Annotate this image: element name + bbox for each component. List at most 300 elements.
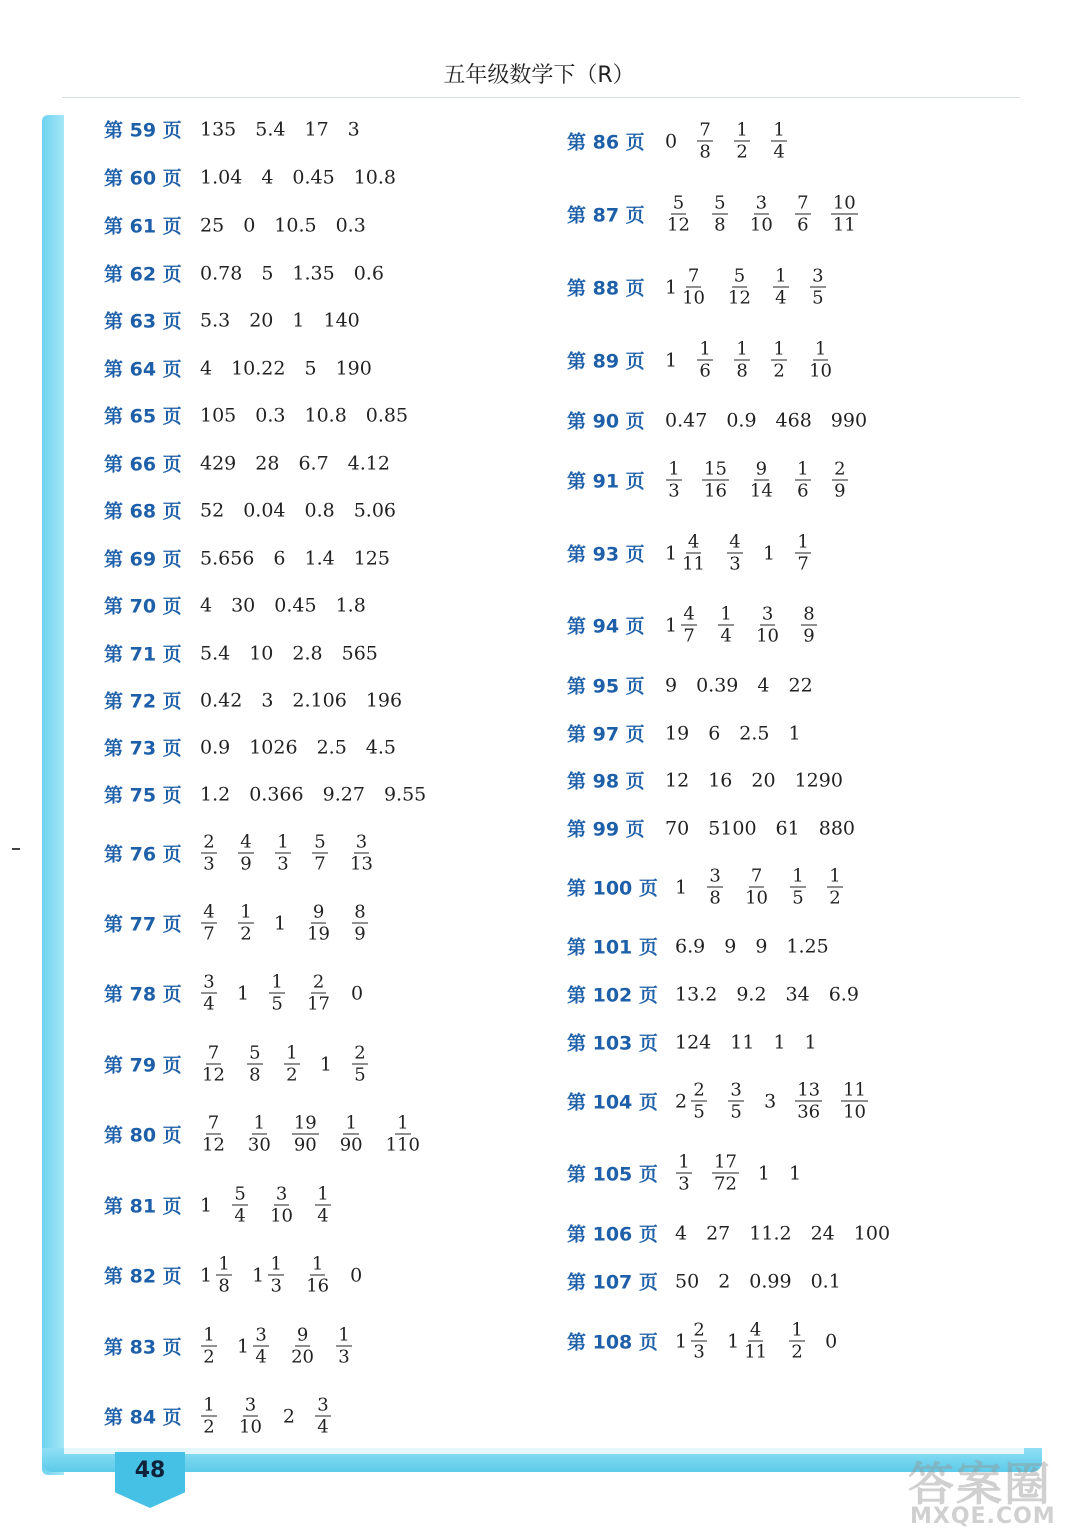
fraction-denominator: 14	[749, 480, 773, 502]
fraction-numerator: 3	[255, 1324, 267, 1346]
page-number: 48	[134, 1458, 166, 1483]
fraction-denominator: 3	[277, 853, 289, 875]
answer-number: 19	[665, 722, 690, 744]
answer-values	[200, 1325, 372, 1368]
answer-row	[104, 402, 427, 429]
answer-mixed-number	[727, 1320, 769, 1363]
fraction-numerator: 5	[733, 265, 746, 287]
fraction-denominator: 10	[756, 625, 779, 647]
answer-fraction	[702, 459, 729, 502]
answer-number: 0.1	[810, 1270, 841, 1292]
fraction-denominator: 4	[317, 1416, 329, 1438]
answer-fraction	[795, 1080, 822, 1123]
fraction-numerator: 3	[203, 971, 215, 993]
answer-number: 5.4	[255, 118, 286, 140]
fraction-denominator: 30	[247, 1134, 271, 1156]
fraction-numerator: 2	[693, 1319, 705, 1341]
fraction-denominator: 11	[682, 553, 705, 575]
fraction	[706, 866, 724, 909]
fraction-denominator: 3	[678, 1173, 690, 1195]
fraction	[335, 1325, 353, 1368]
answer-row	[567, 193, 877, 236]
page-ref-label: 第 73 页	[104, 737, 182, 760]
answer-number: 1026	[249, 736, 298, 758]
page-ref-label: 第 91 页	[567, 470, 645, 493]
fraction	[748, 193, 775, 236]
fraction-numerator: 1	[317, 1183, 329, 1205]
answer-number: 2.106	[292, 689, 347, 711]
answer-fraction	[807, 339, 834, 382]
answer-fraction	[246, 1113, 273, 1156]
answer-number: 100	[853, 1222, 891, 1244]
fraction-denominator: 2	[240, 923, 252, 945]
fraction	[826, 866, 844, 909]
left-frame-bar	[42, 115, 64, 1475]
answer-row	[104, 972, 382, 1015]
answer-number: 0.45	[274, 594, 317, 616]
answer-values	[675, 1080, 887, 1123]
answer-values	[200, 972, 382, 1015]
fraction	[665, 459, 683, 502]
fraction-numerator: 3	[244, 1394, 257, 1416]
answer-values	[200, 1043, 388, 1086]
answer-fraction	[200, 902, 218, 945]
answer-fraction	[268, 1184, 295, 1227]
fraction	[770, 120, 788, 163]
fraction-numerator: 8	[803, 603, 815, 625]
fraction	[200, 972, 218, 1015]
fraction-numerator: 3	[755, 192, 768, 214]
page-ref-label: 第 79 页	[104, 1054, 182, 1077]
header-divider	[62, 97, 1020, 98]
answer-fraction	[706, 866, 724, 909]
answer-mixed-number	[237, 1325, 270, 1368]
fraction	[770, 339, 788, 382]
answer-number: 1.04	[200, 166, 243, 188]
answer-fraction	[200, 972, 218, 1015]
fraction-denominator: 4	[255, 1346, 267, 1368]
fraction-numerator: 1	[338, 1324, 350, 1346]
answer-row	[567, 1080, 887, 1123]
fraction-denominator: 5	[693, 1101, 705, 1123]
answer-number: 4.5	[365, 736, 397, 758]
fraction-denominator: 5	[730, 1101, 742, 1123]
fraction-denominator: 9	[834, 480, 846, 502]
fraction	[754, 604, 781, 647]
fraction-numerator: 3	[761, 603, 774, 625]
fraction-denominator: 2	[736, 141, 748, 163]
answer-values	[200, 902, 388, 945]
answer-row	[567, 815, 874, 842]
answer-fraction	[711, 193, 729, 236]
fraction	[748, 459, 775, 502]
fraction-denominator: 7	[683, 625, 695, 647]
answer-number: 2	[718, 1270, 731, 1292]
answer-row	[104, 1254, 381, 1297]
fraction-denominator: 4	[203, 993, 215, 1015]
answer-number: 4	[261, 166, 274, 188]
answer-number: 196	[365, 689, 403, 711]
fraction	[733, 339, 751, 382]
fraction-numerator: 9	[312, 901, 325, 923]
answer-number: 0.6	[353, 262, 384, 284]
page-ref-label: 第 94 页	[567, 615, 645, 638]
fraction-denominator: 8	[736, 360, 748, 382]
answer-number: 1	[788, 722, 801, 744]
answer-row	[567, 120, 807, 163]
fraction	[807, 339, 834, 382]
answer-fraction	[800, 604, 818, 647]
answer-fraction	[733, 339, 751, 382]
answer-values	[200, 832, 394, 875]
fraction-numerator: 3	[730, 1079, 742, 1101]
answer-number: 0	[243, 214, 256, 236]
fraction-numerator: 4	[683, 603, 695, 625]
page-ref-label: 第 62 页	[104, 263, 182, 286]
fraction-numerator: 11	[843, 1079, 866, 1101]
fraction-denominator: 5	[354, 1064, 366, 1086]
fraction-denominator: 12	[202, 1134, 225, 1156]
answer-values	[200, 309, 379, 331]
answer-number: 25	[200, 214, 225, 236]
answer-fraction	[311, 832, 329, 875]
fraction-numerator: 5	[714, 192, 726, 214]
answer-number: 20	[249, 309, 274, 331]
answer-fraction	[665, 459, 683, 502]
answer-number: 52	[200, 499, 225, 521]
answer-number: 429	[200, 452, 237, 474]
answer-values	[675, 866, 863, 909]
page-ref-label: 第 84 页	[104, 1406, 182, 1429]
answer-number: 10.8	[304, 404, 347, 426]
answer-number: 1	[200, 1194, 213, 1216]
answer-number: 1	[319, 1053, 332, 1075]
fraction	[200, 1113, 227, 1156]
fraction-denominator: 10	[682, 287, 705, 309]
fraction	[726, 532, 744, 575]
answer-number: 24	[810, 1222, 835, 1244]
answer-number: 4	[675, 1222, 688, 1244]
fraction-numerator: 1	[678, 1151, 690, 1173]
answer-number: 140	[323, 309, 360, 331]
answer-row	[567, 933, 848, 960]
fraction	[690, 1320, 708, 1363]
answer-values	[200, 499, 415, 521]
answer-number: 12	[665, 769, 690, 791]
answer-number: 9.55	[383, 783, 427, 805]
answer-row	[104, 640, 397, 667]
answer-values	[665, 120, 807, 163]
answer-values	[200, 1184, 351, 1227]
fraction	[338, 1113, 365, 1156]
fraction-denominator: 2	[773, 360, 785, 382]
answer-values	[200, 1395, 351, 1438]
fraction	[665, 193, 692, 236]
fraction-denominator: 9	[803, 625, 815, 647]
answer-number: 135	[200, 118, 237, 140]
fraction	[305, 902, 332, 945]
answer-number: 1	[789, 1162, 802, 1184]
answer-mixed-number	[665, 532, 707, 575]
answer-number: 2.5	[739, 722, 770, 744]
answer-number: 565	[341, 642, 378, 664]
answer-row	[567, 767, 862, 794]
page-ref-label: 第 69 页	[104, 548, 182, 571]
answer-values	[665, 817, 874, 839]
answer-fraction	[289, 1325, 316, 1368]
fraction	[237, 832, 255, 875]
answer-number: 27	[706, 1222, 731, 1244]
fraction-whole: 1	[200, 1264, 213, 1286]
fraction-denominator: 3	[270, 1275, 282, 1297]
fraction	[314, 1395, 332, 1438]
fraction-whole: 1	[665, 542, 678, 564]
fraction	[289, 1325, 316, 1368]
answer-number: 0.99	[749, 1270, 792, 1292]
answer-number: 10.22	[231, 357, 286, 379]
answer-number: 1	[274, 912, 287, 934]
watermark	[900, 1448, 1070, 1530]
answer-row	[567, 1220, 909, 1247]
answer-number: 0	[825, 1330, 838, 1352]
answer-number: 0.39	[696, 674, 739, 696]
answer-fraction	[268, 972, 286, 1015]
answer-row	[567, 1268, 860, 1295]
fraction	[252, 1325, 270, 1368]
answer-number: 17	[304, 118, 329, 140]
answer-row	[567, 672, 832, 699]
answer-number: 0.42	[200, 689, 243, 711]
fraction-numerator: 7	[207, 1112, 220, 1134]
fraction	[283, 1043, 301, 1086]
fraction	[305, 972, 332, 1015]
fraction-numerator: 4	[749, 1319, 762, 1341]
fraction	[237, 902, 255, 945]
fraction-denominator: 7	[797, 553, 809, 575]
answer-values	[200, 547, 409, 569]
fraction-denominator: 10	[239, 1416, 262, 1438]
page-ref-label: 第 68 页	[104, 500, 182, 523]
fraction	[237, 1395, 264, 1438]
fraction-denominator: 3	[203, 853, 215, 875]
answer-number: 990	[830, 409, 868, 431]
fraction	[215, 1254, 233, 1297]
answer-row	[104, 212, 385, 239]
answer-number: 9	[724, 935, 737, 957]
fraction-numerator: 4	[240, 831, 252, 853]
fraction-numerator: 7	[207, 1042, 220, 1064]
answer-fraction	[335, 1325, 353, 1368]
answer-values	[665, 674, 832, 696]
answer-number: 6.7	[298, 452, 329, 474]
fraction-numerator: 7	[687, 265, 700, 287]
answer-number: 1.2	[200, 783, 231, 805]
answer-number: 11.2	[749, 1222, 792, 1244]
answer-fraction	[831, 459, 849, 502]
page-ref-label: 第 93 页	[567, 543, 645, 566]
answer-fraction	[726, 266, 753, 309]
answer-number: 1	[773, 1031, 786, 1053]
page-ref-label: 第 108 页	[567, 1331, 658, 1354]
answer-row	[567, 532, 831, 575]
fraction-denominator: 8	[714, 214, 726, 236]
answer-fraction	[826, 866, 844, 909]
fraction-numerator: 3	[812, 265, 824, 287]
fraction	[717, 604, 735, 647]
answer-number: 5.4	[200, 642, 231, 664]
fraction-numerator: 17	[714, 1151, 737, 1173]
answer-fraction	[696, 120, 714, 163]
page-ref-label: 第 71 页	[104, 643, 182, 666]
page-ref-label: 第 72 页	[104, 690, 182, 713]
fraction-numerator: 1	[286, 1042, 298, 1064]
answer-fraction	[743, 866, 770, 909]
fraction	[268, 972, 286, 1015]
answer-values	[665, 532, 831, 575]
answer-number: 5100	[708, 817, 757, 839]
answer-fraction	[200, 1325, 218, 1368]
answer-values	[200, 166, 415, 188]
fraction	[246, 1113, 273, 1156]
answer-fraction	[733, 120, 751, 163]
fraction	[267, 1254, 285, 1297]
answer-fraction	[831, 193, 858, 236]
answer-number: 0	[665, 130, 678, 152]
answer-row	[104, 116, 379, 143]
fraction-numerator: 10	[832, 192, 856, 214]
fraction	[304, 1254, 331, 1297]
fraction-denominator: 12	[728, 287, 751, 309]
fraction	[795, 1080, 822, 1123]
answer-row	[104, 545, 409, 572]
answer-number: 880	[818, 817, 855, 839]
page-ref-label: 第 70 页	[104, 595, 182, 618]
fraction-denominator: 2	[286, 1064, 298, 1086]
answer-number: 0	[351, 982, 364, 1004]
answer-number: 1.8	[335, 594, 366, 616]
fraction-numerator: 1	[311, 1253, 324, 1275]
fraction-denominator: 2	[203, 1346, 215, 1368]
answer-row	[567, 604, 837, 647]
answer-row	[567, 1029, 836, 1056]
fraction-numerator: 2	[693, 1079, 705, 1101]
answer-number: 468	[775, 409, 812, 431]
fraction-denominator: 4	[317, 1205, 329, 1227]
answer-row	[567, 866, 863, 909]
answer-fraction	[770, 120, 788, 163]
answer-fraction	[696, 339, 714, 382]
fraction-denominator: 8	[699, 141, 711, 163]
answer-number: 3	[261, 689, 274, 711]
answer-row	[104, 1184, 351, 1227]
answer-number: 9.27	[322, 783, 365, 805]
answer-number: 0.3	[335, 214, 366, 236]
fraction	[711, 193, 729, 236]
fraction-numerator: 1	[792, 865, 804, 887]
answer-number: 10	[249, 642, 274, 664]
answer-number: 2.8	[292, 642, 323, 664]
fraction-numerator: 19	[293, 1112, 317, 1134]
answer-number: 34	[785, 983, 810, 1005]
answer-values	[200, 783, 445, 805]
page-ref-label: 第 89 页	[567, 350, 645, 373]
page-ref-label: 第 86 页	[567, 131, 645, 154]
answer-fraction	[314, 1395, 332, 1438]
fraction-numerator: 4	[687, 531, 700, 553]
answer-number: 0.8	[304, 499, 335, 521]
answer-fraction	[770, 339, 788, 382]
answer-number: 20	[751, 769, 776, 791]
answer-row	[104, 164, 415, 191]
page-ref-label: 第 88 页	[567, 277, 645, 300]
answer-mixed-number	[665, 266, 707, 309]
answer-fraction	[292, 1113, 319, 1156]
fraction-denominator: 6	[797, 214, 809, 236]
fraction	[268, 1184, 295, 1227]
fraction-numerator: 7	[699, 119, 711, 141]
fraction-numerator: 3	[275, 1183, 288, 1205]
answer-fraction	[772, 266, 790, 309]
fraction-numerator: 2	[354, 1042, 366, 1064]
fraction	[712, 1152, 739, 1195]
fraction	[727, 1080, 745, 1123]
answer-row	[104, 781, 445, 808]
answer-number: 5.06	[353, 499, 397, 521]
page-ref-label: 第 83 页	[104, 1336, 182, 1359]
answer-fraction	[665, 193, 692, 236]
answer-values	[200, 642, 397, 664]
fraction-denominator: 90	[339, 1134, 363, 1156]
fraction-numerator: 9	[296, 1324, 309, 1346]
answer-number: 1	[804, 1031, 817, 1053]
fraction	[696, 120, 714, 163]
answer-fraction	[283, 1043, 301, 1086]
answer-number: 13.2	[675, 983, 718, 1005]
fraction-numerator: 1	[797, 531, 809, 553]
answer-row	[567, 339, 853, 382]
answer-fraction	[789, 866, 807, 909]
fraction	[696, 339, 714, 382]
fraction	[794, 459, 812, 502]
fraction-numerator: 5	[249, 1042, 261, 1064]
page-ref-label: 第 90 页	[567, 410, 645, 433]
fraction-numerator: 8	[354, 901, 366, 923]
answer-fraction	[200, 1043, 227, 1086]
fraction-denominator: 6	[699, 360, 711, 382]
margin-mark	[12, 848, 20, 850]
answer-number: 5	[304, 357, 317, 379]
answer-number: 2	[282, 1405, 295, 1427]
answer-row	[567, 266, 846, 309]
fraction	[351, 1043, 369, 1086]
answer-number: 6	[273, 547, 286, 569]
fraction	[348, 832, 375, 875]
answer-number: 28	[255, 452, 280, 474]
page-ref-label: 第 60 页	[104, 167, 182, 190]
answer-number: 1	[757, 1162, 770, 1184]
answer-row	[104, 355, 391, 382]
fraction	[200, 902, 218, 945]
answer-number: 190	[335, 357, 372, 379]
answer-fraction	[200, 1113, 227, 1156]
answer-fraction	[748, 459, 775, 502]
answer-number: 61	[775, 817, 800, 839]
fraction	[314, 1184, 332, 1227]
fraction-numerator: 1	[829, 865, 841, 887]
answer-number: 1.25	[786, 935, 829, 957]
answer-fraction	[305, 972, 332, 1015]
answer-row	[104, 307, 379, 334]
